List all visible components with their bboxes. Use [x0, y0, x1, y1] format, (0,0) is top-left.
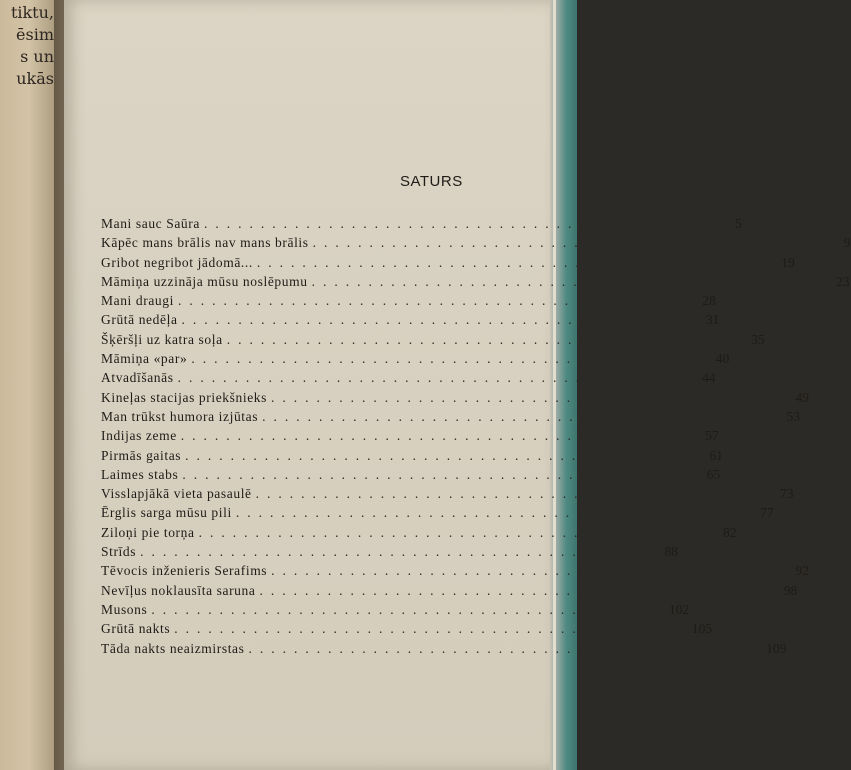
toc-entry-title: Kineļas stacijas priekšnieks: [101, 389, 268, 405]
toc-entry: [101, 524, 737, 544]
toc-entry: [101, 601, 690, 621]
left-page-text-fragments: [0, 2, 54, 90]
toc-entry-page: 5: [735, 216, 742, 231]
toc-leader-dots: .............................................: [177, 293, 690, 309]
toc-entry-title: Man trūkst humora izjūtas: [101, 408, 259, 424]
toc-leader-dots: .............................................: [259, 582, 772, 598]
left-page-line: ukās: [16, 69, 54, 88]
toc-leader-dots: .............................................: [181, 312, 694, 328]
toc-entry-title: Gribot negribot jādomā...: [101, 254, 253, 270]
toc-leader-dots: .............................................: [311, 273, 824, 289]
toc-entry-page: 53: [786, 408, 800, 424]
toc-entry: [101, 273, 850, 293]
toc-entry-title: Laimes stabs: [101, 466, 179, 482]
toc-entry: [101, 582, 798, 602]
toc-entry: [101, 563, 810, 582]
toc-entry-title: Indijas zeme: [101, 428, 177, 444]
toc-entry-title: Māmiņa uzzināja mūsu noslēpumu: [101, 273, 308, 289]
toc-entry-page: 88: [664, 544, 678, 560]
toc-entry: [101, 254, 795, 274]
toc-leader-dots: .............................................: [191, 351, 704, 367]
toc-entry: [101, 621, 713, 640]
toc-entry-page: 9: [843, 235, 851, 251]
toc-leader-dots: .............................................: [235, 505, 748, 521]
toc-entry-page: 28: [702, 293, 716, 309]
toc-leader-dots: .............................................: [140, 544, 652, 560]
toc-entry: [101, 293, 716, 312]
toc-entry-page: 73: [780, 486, 794, 502]
toc-entry-title: Tēvocis inženieris Serafims: [101, 563, 268, 579]
toc-entry-title: Šķēršļi uz katra soļa: [101, 331, 223, 347]
toc-leader-dots: .............................................: [271, 389, 783, 405]
toc-entry: [101, 370, 716, 389]
toc-entry-page: 49: [795, 389, 809, 405]
toc-entry-title: Atvadīšanās: [101, 370, 174, 386]
contents-list: [101, 216, 851, 660]
toc-leader-dots: .............................................: [174, 621, 687, 637]
toc-entry-title: Ziloņi pie torņa: [101, 524, 195, 540]
toc-leader-dots: .............................................: [226, 331, 739, 347]
toc-entry-page: 65: [706, 466, 721, 482]
toc-entry-page: 77: [760, 505, 774, 521]
toc-entry-title: Grūtā nedēļa: [101, 312, 178, 328]
toc-entry-title: Tāda nakts neaizmirstas: [101, 640, 245, 656]
toc-entry: [101, 312, 720, 331]
toc-leader-dots: .............................................: [180, 428, 693, 444]
toc-entry-page: 98: [783, 582, 798, 598]
contents-title: SATURS: [400, 173, 463, 190]
toc-leader-dots: .............................................: [198, 524, 711, 540]
toc-entry-title: Pirmās gaitas: [101, 447, 182, 463]
toc-entry-page: 105: [691, 621, 713, 637]
toc-entry-page: 109: [766, 640, 787, 656]
toc-leader-dots: .............................................: [262, 408, 774, 424]
toc-entry-title: Nevīļus noklausīta saruna: [101, 582, 256, 598]
toc-entry-title: Visslapjākā vieta pasaulē: [101, 486, 252, 502]
toc-leader-dots: .............................................: [271, 563, 784, 579]
toc-entry-page: 102: [669, 601, 690, 617]
toc-leader-dots: .............................................: [255, 486, 768, 502]
toc-entry-page: 61: [709, 447, 724, 463]
toc-entry: [101, 351, 730, 370]
toc-entry-title: Strīds: [101, 544, 137, 560]
toc-entry: [101, 428, 719, 447]
toc-entry-page: 35: [751, 331, 765, 347]
toc-entry: [101, 216, 742, 235]
toc-entry: [101, 235, 851, 254]
toc-entry-title: Ērglis sarga mūsu pili: [101, 505, 232, 521]
toc-entry-title: Mani draugi: [101, 293, 174, 309]
toc-entry-page: 31: [705, 312, 720, 328]
toc-leader-dots: .............................................: [256, 254, 769, 270]
toc-leader-dots: .............................................: [248, 640, 761, 656]
toc-entry-title: Grūtā nakts: [101, 621, 171, 637]
left-page-line: tiktu,: [10, 3, 54, 22]
toc-leader-dots: .............................................: [203, 216, 716, 231]
toc-leader-dots: .............................................: [177, 370, 690, 386]
toc-leader-dots: .............................................: [151, 601, 664, 617]
toc-entry: [101, 389, 809, 409]
toc-entry-page: 44: [701, 370, 716, 386]
toc-entry: [101, 408, 800, 428]
toc-leader-dots: .............................................: [182, 466, 695, 482]
toc-entry: [101, 505, 774, 524]
toc-entry: [101, 544, 678, 563]
toc-entry: [101, 331, 765, 351]
toc-entry-title: Māmiņa «par»: [101, 351, 188, 367]
left-page-line: ēsim: [16, 25, 54, 44]
toc-entry-title: Mani sauc Saūra: [101, 216, 200, 231]
toc-entry: [101, 486, 794, 505]
toc-entry-page: 19: [781, 254, 795, 270]
toc-entry-title: Kāpēc mans brālis nav mans brālis: [101, 235, 309, 251]
toc-entry-page: 57: [705, 428, 719, 444]
toc-entry-title: Musons: [101, 601, 148, 617]
toc-entry: [101, 640, 787, 660]
toc-leader-dots: .............................................: [185, 447, 698, 463]
toc-entry-page: 92: [795, 563, 810, 579]
toc-entry-page: 40: [715, 351, 730, 367]
toc-entry-page: 23: [835, 273, 850, 289]
toc-entry: [101, 447, 724, 467]
toc-entry: [101, 466, 721, 486]
toc-leader-dots: .............................................: [312, 235, 825, 251]
left-page-line: s un: [20, 47, 54, 66]
toc-entry-page: 82: [722, 524, 737, 540]
